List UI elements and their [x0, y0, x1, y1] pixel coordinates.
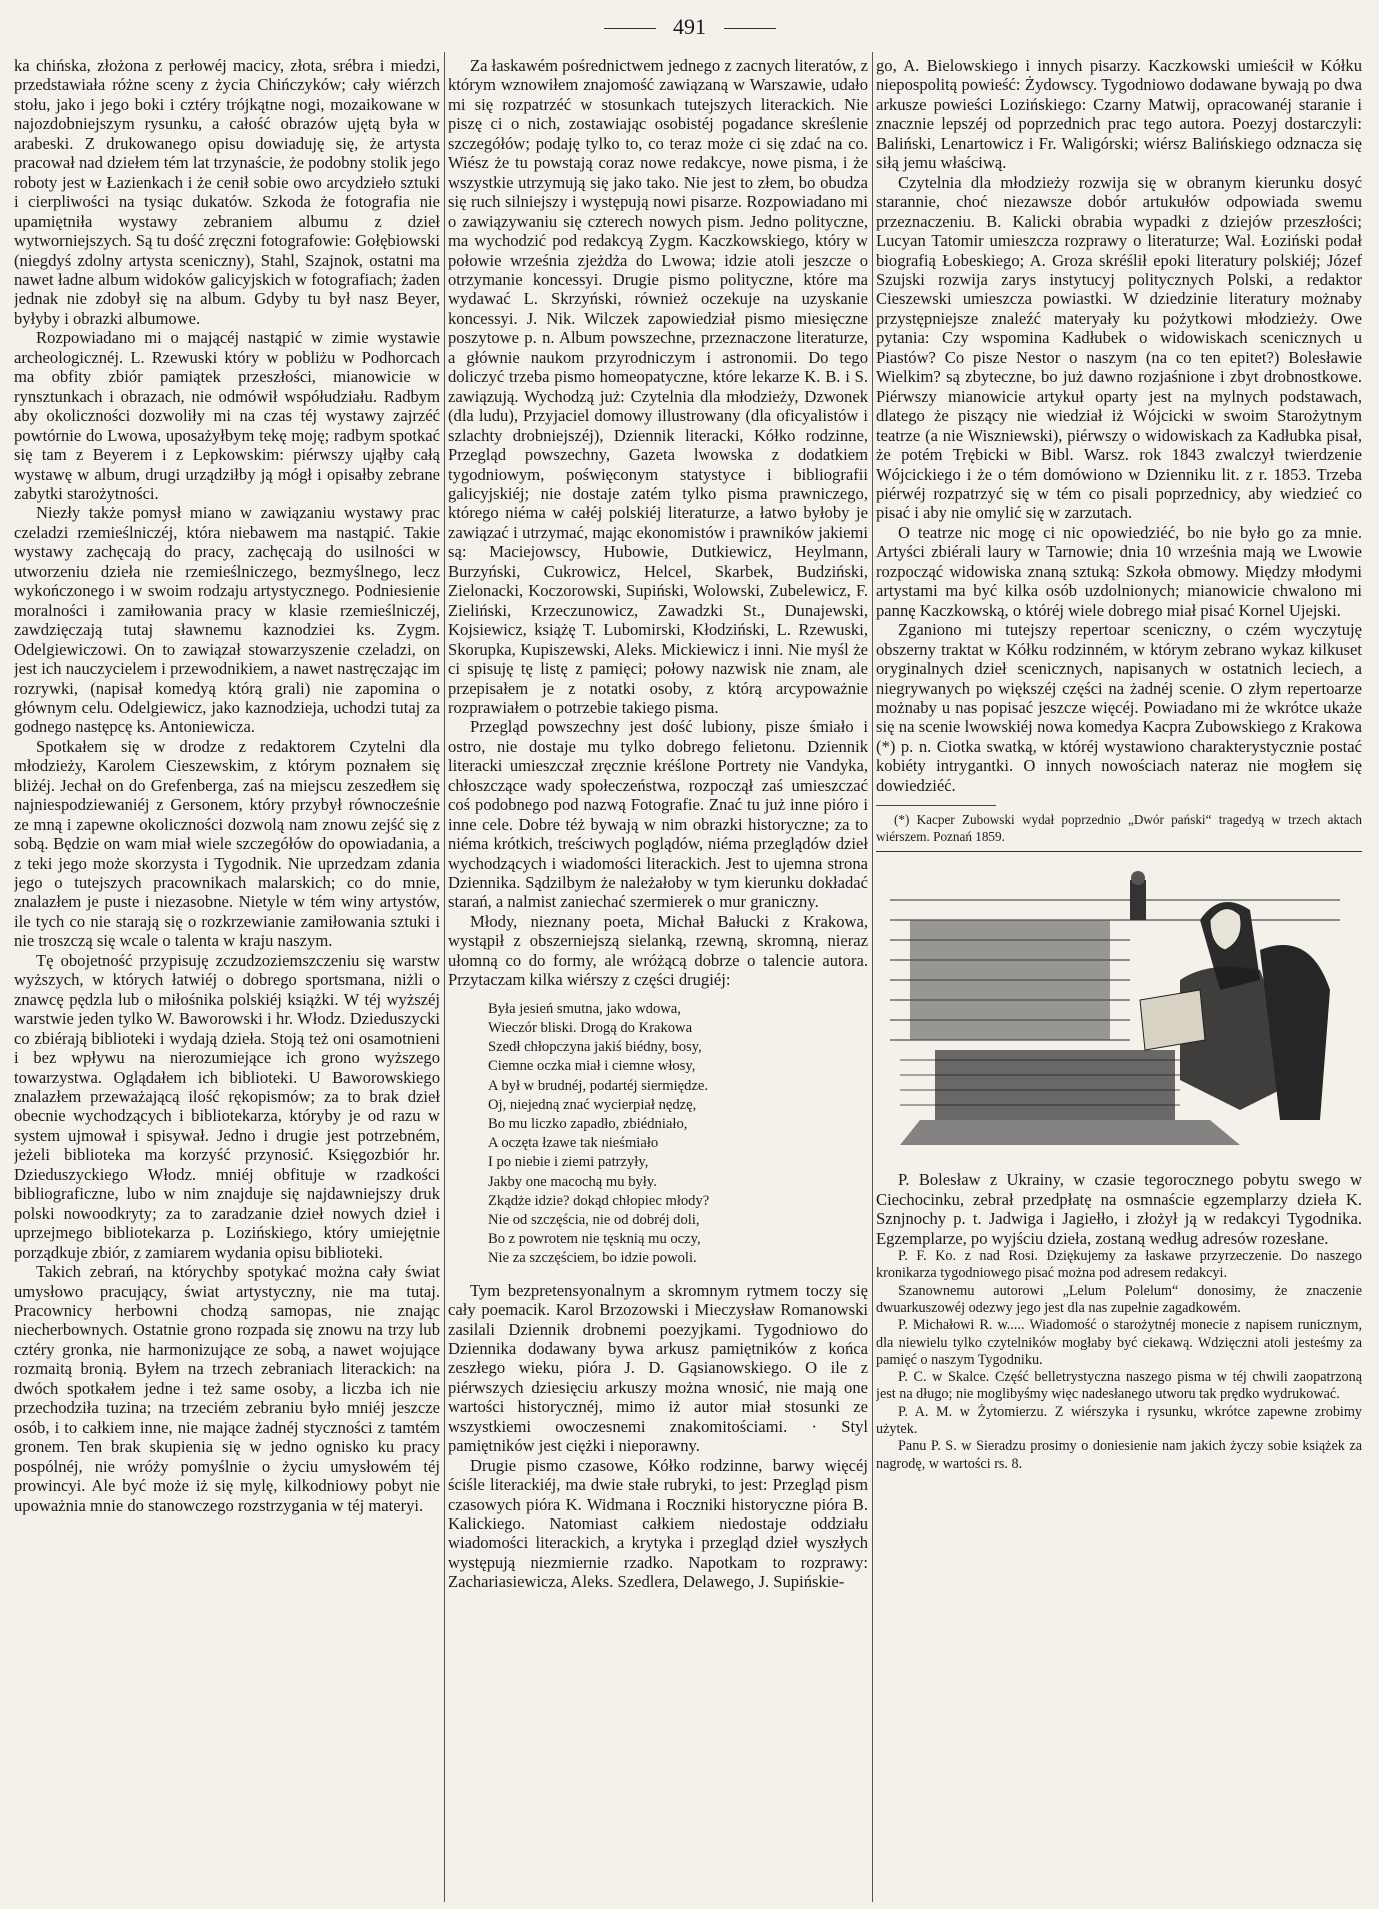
- poem-line: Zkądże idzie? dokąd chłopiec młody?: [488, 1192, 710, 1209]
- poem-line: I po niebie i ziemi patrzyły,: [488, 1154, 649, 1171]
- poem-line: A oczęta łzawe tak nieśmiało: [488, 1135, 659, 1152]
- paragraph: go, A. Bielowskiego i innych pisarzy. Kaczkowski umieścił w Kółku niepospolitą powieść: Żydowscy. Tygodniowo dodawane bywają po dwa arkusze powieści Lozińskiego: Czarny Matwij, opracowanéj staranie i znacznie lepszéj od poprzednich prac tego autora. Poezyj dostarczyli: Baliński, Lenartowicz i Fr. Waligórski; wiérsz Balińskiego odznacza się siłą jemu właściwą.: [876, 56, 1362, 173]
- poem-line: Była jesień smutna, jako wdowa,: [488, 1000, 681, 1017]
- paragraph: Drugie pismo czasowe, Kółko rodzinne, barwy więcéj ściśle literackiéj, ma dwie stałe rubryki, to jest: Przegląd pism czasowych pióra K. Widmana i Roczniki historyczne pióra B. Kalickiego. Natomiast całkiem niedostaje oddziału wiadomości literackich, a krytyka i przegląd dzieł wyszłych występują niezmiernie rzadko. Napotkam to rozprawy: Zachariasiewicza, Aleks. Szedlera, Delawego, J. Supińskie-: [448, 1455, 868, 1592]
- paragraph: ka chińska, złożona z perłowéj macicy, złota, srébra i miedzi, przedstawiała różne sceny z życia Chińczyków; cały wiérzch stołu, jako i jego boki i cztéry trójkątne nogi, mozaikowane w najozdobniejszym rysunku, a całość obrazów ujętą była w arabeski. Z drukowanego opisu dowiaduję się, że artysta pracował nad dziełem tém lat trzynaście, że podobny stolik jego roboty jest w Łazienkach i że cenił sobie owo arcydzieło sztuki i cierpliwości na tysiąc dukatów. Szkoda że fotografia nie upamiętniła wystawy zebraniem albumu z dzieł wytworniejszych. Są tu dość zręczni fotografowie: Gołębiowski (niegdyś zdolny artysta sceniczny), Stahl, Szajnok, ostatni ma nawet ładne album widoków galicyjskich w fotografiach; żaden jednak nie zdobył się na album. Gdyby tu był nasz Beyer, byłyby i obrazki albumowe.: [14, 56, 440, 328]
- correspondence-note: P. Michałowi R. w..... Wiadomość o starożytnéj monecie z napisem runicznym, dla niewielu tylko czytelników mogłaby być ciekawą. Wdzięczni atoli jesteśmy za pamięć o naszym Tygodniku.: [876, 1317, 1362, 1368]
- correspondence-note: Szanownemu autorowi „Lelum Polelum“ donosimy, że znaczenie dwuarkuszowéj odezwy jego jest dla nas zupełnie zagadkowém.: [876, 1282, 1362, 1316]
- poem-line: Bo mu liczko zapadło, zbiédniało,: [488, 1115, 688, 1132]
- paragraph: Spotkałem się w drodze z redaktorem Czytelni dla młodzieży, Karolem Cieszewskim, z którym poznałem się bliżéj. Jechał on do Grefenberga, zaś na miejscu zeszedłem się najniespodziewaniéj z Gersonem, który przybył równocześnie ze mną i zapewne okoliczności dozwolą nam znowu zejść się z sobą. Będzie on wam miał wiele szczegółów do opowiadania, a z teki jego może skorzysta i Tygodnik. Nie uprzedzam zdania jego o tutejszych pracownikach malarskich; co do mnie, znalazłem je puste i niezasobne. Nietyle w tém winy artystów, ile tych co nie starają się o rozkrzewianie zamiłowania sztuki i nie troszczą się wcale o talenta w kraju naszym.: [14, 736, 440, 951]
- poem-line: Jakby one macochą mu były.: [488, 1173, 657, 1190]
- paragraph: Zganiono mi tutejszy repertoar sceniczny, o czém wyczytuję obszerny traktat w Kółku rodzinném, w którym zebrano wykaz kilkuset oryginalnych dzieł scenicznych, napisanych w ostatnich leciech, a niegrywanych po większéj części na żadnéj scenie. O złym repertoarze możnaby u nas popisać jeszcze więcéj. Powiadano mi że wkrótce ukaże się na scenie lwowskiéj nowa komedya Kacpra Zubowskiego z Krakowa (*) p. n. Ciotka swatką, w któréj wystawiono charakterystycznie postać kobiéty intrygantki. O innych nowościach nateraz nie mogłem się dowiedziéć.: [876, 620, 1362, 795]
- poem-line: Nie od szczęścia, nie od dobréj doli,: [488, 1211, 700, 1228]
- header-dash-left: [604, 28, 656, 29]
- paragraph: Młody, nieznany poeta, Michał Bałucki z Krakowa, wystąpił z obszerniejszą sielanką, rzewną, skromną, nieraz ułomną co do formy, ale wróżącą dobrze o talencie autora. Przytaczam kilka wiérszy z części drugiéj:: [448, 911, 868, 990]
- paragraph: Niezły także pomysł miano w zawiązaniu wystawy prac czeladzi rzemieślniczéj, która niebawem ma nastąpić. Takie wystawy zachęcają do pracy, zachęcają do usilności w utworzeniu dzieła nie rzemieślniczego, bezmyślnego, lecz wykończonego i w swoim rodzaju artystycznego. Podniesienie moralności i zamiłowania pracy w klasie rzemieślniczéj, zawdzięczają tutaj sławnemu kaznodziei ks. Zygm. Odelgiewiczowi. On to zawiązał stowarzyszenie czeladzi, on jest ich nauczycielem i przewodnikiem, a nawet nastręczając im rozrywki, (napisał komedyą którą grali) nie zapomina o głównym celu. Odelgiewicz, jako kaznodzieja, uchodzi tutaj za godnego następcę ks. Antoniewicza.: [14, 503, 440, 737]
- section-divider: [876, 851, 1362, 852]
- paragraph: P. Bolesław z Ukrainy, w czasie tegorocznego pobytu swego w Ciechocinku, zebrał przedpłatę na osmnaście egzemplarzy dzieła K. Sznjnochy p. t. Jadwiga i Jagiełło, i złożył ją w redakcyi Tygodnika. Egzemplarze, po wyjściu dzieła, zostaną według adresów rozesłane.: [876, 1170, 1362, 1248]
- correspondence-section: [876, 1248, 1362, 1473]
- paragraph: Czytelnia dla młodzieży rozwija się w obranym kierunku dosyć starannie, choć niezawsze dobór artukułów odpowiada swemu przeznaczeniu. B. Kalicki obrabia wypadki z dziejów przeszłości; Lucyan Tatomir umieszcza rozprawy o literaturze; Wal. Łoziński podał biografią Łobeskiego; A. Groza skréślił epoki literatury polskiéj; Józef Szujski rozwija zarys instytucyj politycznych Polski, a redaktor Cieszewski umieszcza powiastki. W dziedzinie literatury możnaby przystępniejsze znaleźć materyały ku pożytkowi młodzieży. Owe pytania: Czy wspomina Kadłubek o widowiskach scenicznych u Piastów? Co pisze Nestor o naszym (na co ten epitet?) Bolesławie Wielkim? są zbyteczne, bo już dawno rozjaśnione i zbyt drobnostkowe. Piérwszy mianowicie artykuł oparty jest na mylnych podstawach, dlatego że piszący nie wiedział iż Wójcicki w swoim Starożytnym teatrze (a nie Wiszniewski), piérwszy o widowiskach za Kadłubka pisał, że potém Trębicki w Bibl. Warsz. rok 1843 zwalczył twierdzenie Wójcickiego i że o tém domówiono w Dzienniku lit. z r. 1853. Trzeba piérwéj rozpatrzyć się w tém co pisali poprzednicy, aby wiedzieć co pisać i aby nie omylić się w zarzutach.: [876, 172, 1362, 523]
- header-dash-right: [724, 28, 776, 29]
- paragraph: Tę obojetność przypisuję zczudzoziemszczeniu się warstw wyższych, w których łatwiéj o dobrego sportsmana, niżli o znawcę pędzla lub o miłośnika polskiéj książki. W téj wyższéj warstwie jeden tylko W. Baworowski i hr. Włodz. Dzieduszycki co zbiérają biblioteki i wydają dzieła. Stoją też oni osamotnieni i bez wpływu na nierozumiejące ich grono wyższego towarzystwa. Oglądałem ich biblioteki. U Baworowskiego znalazłem przeważającą ilość rękopismów; za to brak dzieł obecnie wychodzących i bibliotekarza, któryby je od razu w system ujmował i spisywał. Jedno i drugie jest potrzebném, jeżeli biblioteka ma korzyść przynosić. Księgozbiór hr. Dzieduszyckiego Włodz. mniéj obfituje w rzadkości bibliograficzne, lubo w nim znajduje się najdawniejszy druk polski nowoodkryty; za to zaradzanie dzieł nowych dzieł i uprzejmego bibliotekarza p. Lozińskiego, który umiejętnie porządkuje zbiór, z zamiarem wydania opisu biblioteki.: [14, 950, 440, 1262]
- column-3: [876, 56, 1362, 1898]
- column-1: [14, 56, 440, 1898]
- poem-line: Bo z powrotem nie tęsknią mu oczy,: [488, 1231, 701, 1248]
- paragraph: Tym bezpretensyonalnym a skromnym rytmem toczy się cały poemacik. Karol Brzozowski i Mieczysław Romanowski zasilali Dziennik drobnemi poezyjkami. Tygodniowo do Dziennika dodawany bywa arkusz pamiętników z końca zeszłego wieku, pióra J. D. Gąsianowskiego. O ile z piérwszych dziesięciu arkuszy można wnosić, nie mają one wartości historycznéj, mimo iż autor miał stosunki ze wszystkiemi owoczesnemi znakomitościami. · Styl pamiętników jest ciężki i nieporawny.: [448, 1280, 868, 1456]
- poem-line: Oj, niejedną znać wycierpiał nędzę,: [488, 1096, 697, 1113]
- paragraph: Przegląd powszechny jest dość lubiony, pisze śmiało i ostro, nie dostaje mu tylko dobrego felietonu. Dziennik literacki umieszczał zręcznie kréślone Portrety nie Vandyka, chłoszczące wady społeczeństwa, rozpoczął zaś umieszczać coś podobnego pod nazwą Fotografie. Znać tu już inne pióro i inne cele. Dobre téż bywają w nim obrazki historyczne; za to niéma krótkich, treściwych poglądów, niéma przeglądów dzieł wychodzących i wiadomości literackich. Jest to ujemna strona Dziennika. Sądzilbym że należałoby w tym kierunku dokładać starań, a nalmist zaniechać szermierek o mur graniczny.: [448, 717, 868, 912]
- poem-excerpt: [488, 1000, 868, 1269]
- correspondence-note: Panu P. S. w Sieradzu prosimy o doniesienie nam jakich życzy sobie książek za nagrodę, w wartości rs. 8.: [876, 1438, 1362, 1472]
- paragraph: Rozpowiadano mi o mającéj nastąpić w zimie wystawie archeologicznéj. L. Rzewuski który w pobliżu w Podhorcach ma obfity zbiór pamiątek przeszłości, mianowicie w rynsztunkach i obrazach, nie odmówił współudziału. Radbym aby okoliczności dozwoliły mi na czas téj wystawy zajrzéć powtórnie do Lwowa, uposażyłbym tekę moję; radbym spotkać się tam z Beyerem i z Lepkowskim: piérwszy ująłby całą wystawę w album, drugi urządziłby ją mógł i opisałby zebrane zabytki starożytności.: [14, 328, 440, 503]
- page-number: 491: [673, 14, 706, 39]
- poem-line: Ciemne oczka miał i ciemne włosy,: [488, 1058, 696, 1075]
- correspondence-note: P. C. w Skalce. Część belletrystyczna naszego pisma w téj chwili zaopatrzoną jest na długo; nie moglibyśmy więc nadesłanego utworu tak prędko wydrukować.: [876, 1369, 1362, 1403]
- paragraph: Za łaskawém pośrednictwem jednego z zacnych literatów, z którym wznowiłem znajomość zawiązaną w Warszawie, udało mi się rozpatrzéć w stosunkach tutejszych literackich. Nie piszę ci o nich, zostawiając osobistéj pogadance skreślenie szczegółów; podaję tylko to, co teraz może ci się zdać na co. Wiész że tu powstają coraz nowe redakcye, nowe pisma, i że wszystkie utrzymują się jako tako. Nie jest to złem, bo obudza się ruch silniejszy i występują nowi pisarze. Rozpowiadano mi o zawiązywaniu się czterech nowych pism. Jedno polityczne, ma wychodzić pod redakcyą Zygm. Kaczkowskiego, który w połowie września zjeżdża do Lwowa; idzie atoli jeszcze o otrzymanie koncessyi. Drugie pismo polityczne, które ma wydawać L. Skrzyński, również oczekuje na uzyskanie koncessyi. J. Nik. Wilczek zapowiedział pismo miesięczne poszytowe p. n. Album powszechne, przeznaczone literaturze, a głównie naukom przyrodniczym i astronomii. Do tego doliczyć trzeba pismo homeopatyczne, które lekarze K. B. i S. zawiązują. Wychodzą już: Czytelnia dla młodzieży, Dzwonek (dla ludu), Przyjaciel domowy illustrowany (dla oficyalistów i szlachty drobniejszéj), Dziennik literacki, Kółko rodzinne, Przegląd powszechny, Gazeta lwowska z dodatkiem tygodniowym, poświęconym statystyce i bibliografii galicyjskiéj; nie dostaje zatém tylko pisma prawniczego, którego niéma w całéj polskiéj literaturze, a łatwo byłoby je zawiązać i utrzymać, mając ekonomistów i prawników jakiemi są: Maciejowscy, Hubowie, Dutkiewicz, Heylmann, Burzyński, Cukrowicz, Helcel, Skarbek, Budziński, Zielonacki, Koczorowski, Supiński, Wolowski, Zubelewicz, F. Zieliński, Krzeczunowicz, Zawadzki St., Dunajewski, Kojsiewicz, książę T. Lubomirski, Kłodziński, L. Rzewuski, Skorupka, Kupiszewski, Aleks. Mickiewicz i inni. Nie myśl że ci spisuję tę listę z pamięci; połowy nazwisk nie znam, ale przepisałem je z notatki osoby, z którą arcypoważnie rozprawiałem o potrzebie takiego pisma.: [448, 56, 868, 717]
- poem-line: Szedł chłopczyna jakiś biédny, bosy,: [488, 1039, 702, 1056]
- poem-line: Nie za szczęściem, bo idzie powoli.: [488, 1250, 697, 1267]
- poem-line: Wieczór bliski. Drogą do Krakowa: [488, 1019, 693, 1036]
- column-rule: [444, 52, 445, 1902]
- footnote-rule: [876, 805, 996, 806]
- paragraph: Takich zebrań, na którychby spotykać można cały świat umysłowo pracujący, świat artystyczny, nie ma tutaj. Pracownicy herbowni chodzą samopas, nie znając niecherbownych. Ostatnie grono rozpada się znowu na trzy lub cztéry gronka, nie harmonizujące ze sobą, a nawet wojujące rozmaitą bronią. Byłem na trzech zebraniach literackich: na dwóch spotkałem jedne i też same osoby, a liczba ich nie przechodziła tuzina; na trzeciém zebraniu było mniéj jeszcze osób, i to całkiem inne, nie mające żadnéj styczności z tamtém gronem. Ten brak skupienia się w jedno ognisko ku pracy pospólnéj, nie wróży pomyślnie o życiu umysłowém téj prowincyi. Ale być może iż się mylę, kilkodniowy pobyt nie upoważnia mnie do stanowczego rozstrzygania w téj materyi.: [14, 1262, 440, 1515]
- paragraph: O teatrze nic mogę ci nic opowiedziéć, bo nie było go za mnie. Artyści zbiérali laury w Tarnowie; dnia 10 września mają we Lwowie rozpocząć widowiska znaną sztuką: Szkoła obmowy. Między młodymi artystami ma być kilka osób uzdolnionych; mianowicie chwalono mi pannę Kaczkowską, o któréj wiele dobrego miał pisać Kornel Ujejski.: [876, 522, 1362, 620]
- page-header: [0, 14, 1379, 40]
- correspondence-note: P. F. Ko. z nad Rosi. Dziękujemy za łaskawe przyrzeczenie. Do naszego kronikarza tygodniowego pisać można pod adresem redakcyi.: [876, 1248, 1362, 1282]
- column-2: [448, 56, 868, 1898]
- footnote: (*) Kacper Zubowski wydał poprzednio „Dwór pański“ tragedyą w trzech aktach wiérszem. Poznań 1859.: [876, 812, 1362, 844]
- correspondence-note: P. A. M. w Żytomierzu. Z wiérszyka i rysunku, wkrótce zapewne zrobimy użytek.: [876, 1403, 1362, 1437]
- column-rule: [872, 52, 873, 1902]
- poem-line: A był w brudnéj, podartéj siermiędze.: [488, 1077, 709, 1094]
- engraving-reader-illustration: [880, 860, 1350, 1160]
